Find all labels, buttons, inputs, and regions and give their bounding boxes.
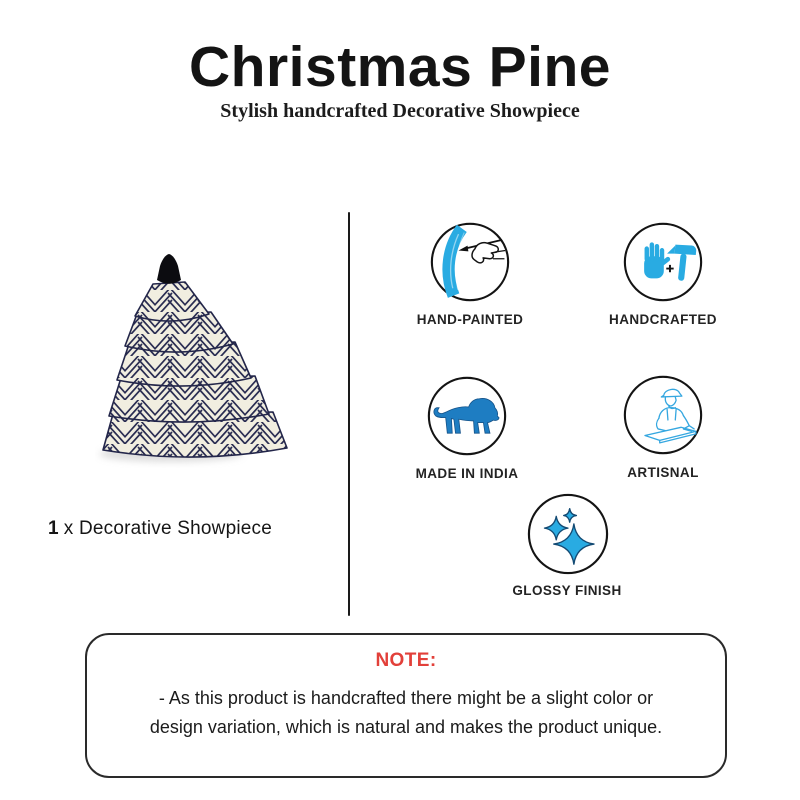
- sparkles-icon: [526, 492, 608, 574]
- note-line-1: - As this product is handcrafted there might be a slight color or: [158, 688, 654, 708]
- page-title: Christmas Pine: [189, 35, 611, 99]
- hand-plus-hammer-icon: [622, 221, 704, 303]
- feature-label: HAND-PAINTED: [416, 312, 524, 327]
- feature-made-in-india: [382, 375, 552, 481]
- feature-glossy-finish: [482, 492, 652, 598]
- feature-hand-painted: [385, 221, 555, 327]
- feature-artisnal: [578, 374, 748, 480]
- note-line-2: design variation, which is natural and makes the product unique.: [149, 716, 663, 737]
- lion-icon: [426, 375, 508, 457]
- feature-label: ARTISNAL: [627, 465, 699, 480]
- artisan-icon: [622, 374, 704, 456]
- note-box: [85, 633, 727, 778]
- product-photo: [95, 246, 295, 468]
- feature-label: MADE IN INDIA: [415, 466, 519, 481]
- hand-painted-icon: [429, 221, 511, 303]
- feature-label: HANDCRAFTED: [609, 312, 717, 327]
- product-caption: [10, 518, 310, 540]
- quantity-value: 1: [47, 518, 59, 539]
- christmas-pine-tree-image: [95, 246, 295, 468]
- note-body: [87, 684, 725, 742]
- feature-handcrafted: [578, 221, 748, 327]
- page-subtitle: Stylish handcrafted Decorative Showpiece: [220, 100, 580, 122]
- note-heading: NOTE:: [375, 650, 437, 671]
- divider-line: [348, 212, 350, 616]
- caption-text: x Decorative Showpiece: [63, 518, 272, 539]
- feature-label: GLOSSY FINISH: [512, 583, 622, 598]
